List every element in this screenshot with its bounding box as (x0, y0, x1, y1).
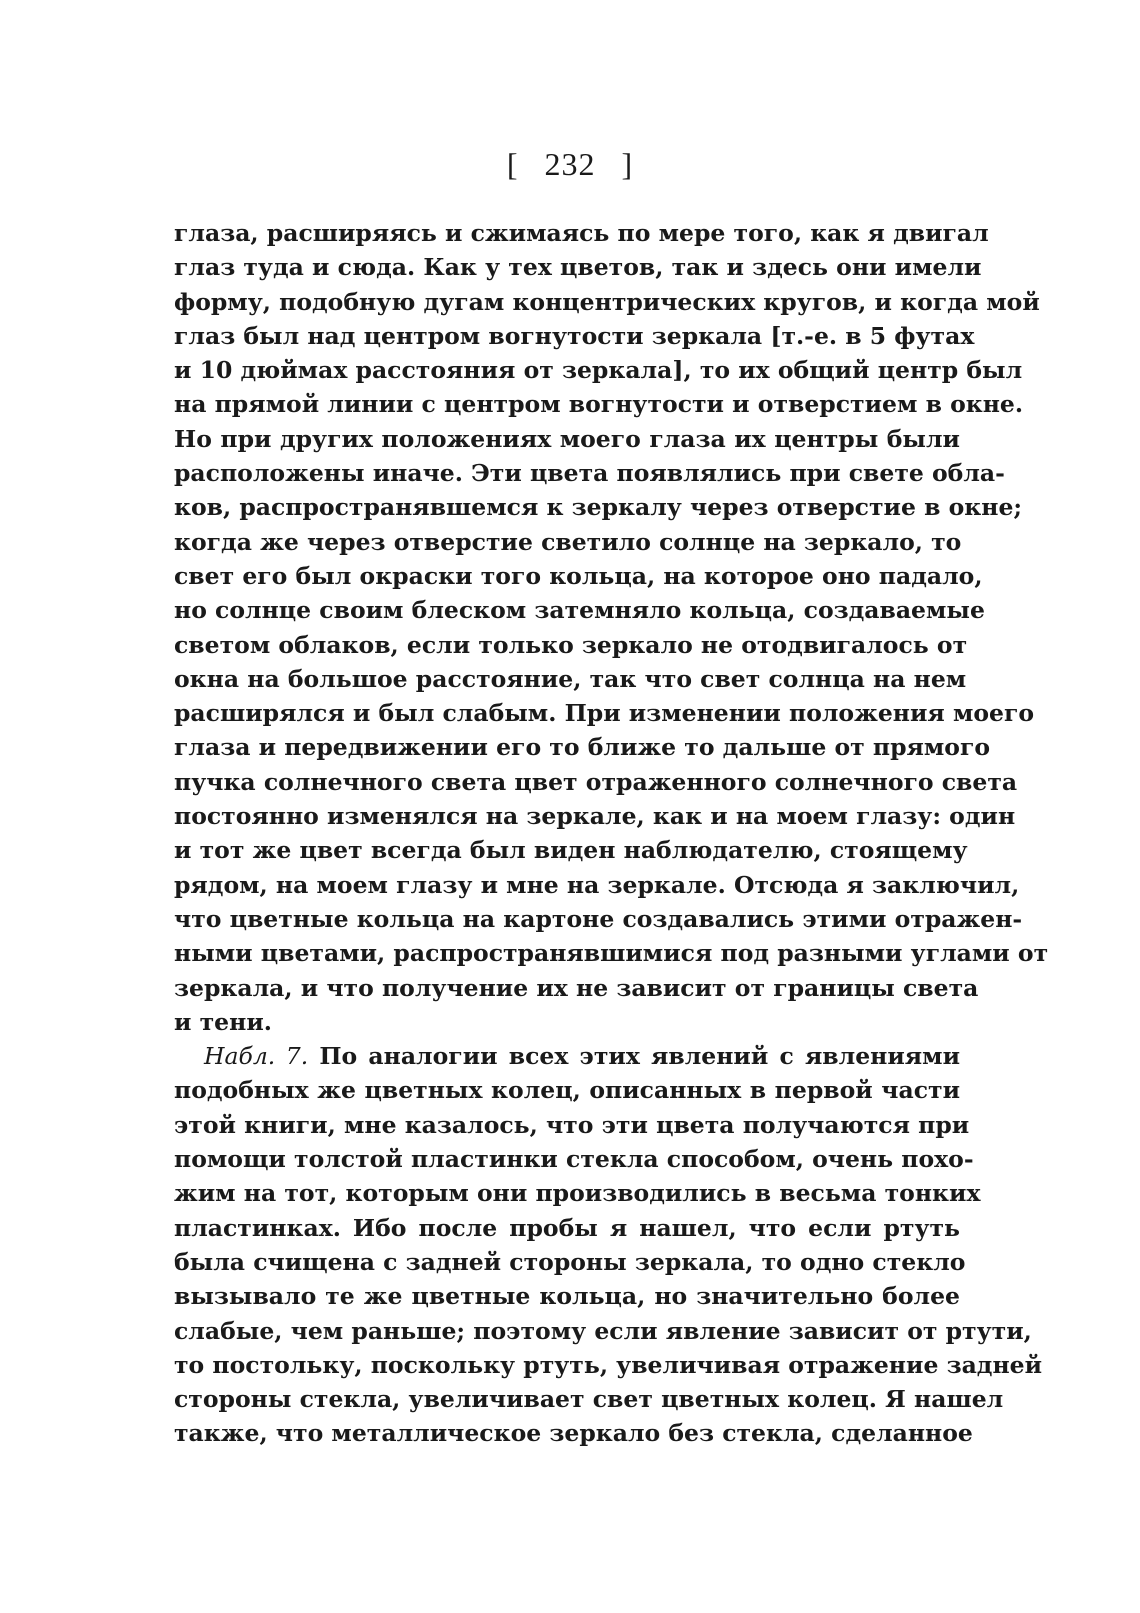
text-line: была счищена с задней стороны зеркала, то одно стекло (174, 1247, 966, 1276)
text-line: форму, подобную дугам концентрических кругов, и когда мой (174, 287, 1040, 316)
text-line: зеркала, и что получение их не зависит от границы света (174, 973, 979, 1002)
page-number-bracket-open: [ (506, 146, 519, 182)
text-line: ков, распространявшемся к зеркалу через отверстие в окне; (174, 493, 1023, 522)
text-line: рядом, на моем глазу и мне на зеркале. Отсюда я заключил, (174, 870, 1020, 899)
text-line: и тени. (174, 1007, 272, 1036)
text-line: глаза, расширяясь и сжимаясь по мере того, как я двигал (174, 219, 989, 247)
observation-first-line: По аналогии всех этих явлений с явлениями (319, 1042, 960, 1071)
text-line: пластинках. Ибо после пробы я нашел, что если ртуть (174, 1213, 960, 1242)
text-line: вызывало те же цветные кольца, но значительно более (174, 1282, 960, 1311)
text-line: стороны стекла, увеличивает свет цветных колец. Я нашел (174, 1385, 1004, 1414)
text-line: слабые, чем раньше; поэтому если явление зависит от ртути, (174, 1316, 1032, 1345)
text-line: и 10 дюймах расстояния от зеркала], то их общий центр был (174, 356, 1023, 385)
observation-label: Набл. 7. (204, 1042, 309, 1071)
text-line: что цветные кольца на картоне создавались этими отражен- (174, 904, 1023, 933)
text-line: глаз был над центром вогнутости зеркала [т.-е. в 5 футах (174, 321, 975, 350)
text-line: глаз туда и сюда. Как у тех цветов, так и здесь они имели (174, 253, 982, 282)
text-line: помощи толстой пластинки стекла способом, очень похо- (174, 1145, 974, 1174)
text-line: но солнце своим блеском затемняло кольца, создаваемые (174, 596, 985, 625)
text-line: расширялся и был слабым. При изменении положения моего (174, 699, 1035, 728)
text-line: постоянно изменялся на зеркале, как и на моем глазу: один (174, 802, 1016, 831)
text-line: глаза и передвижении его то ближе то дальше от прямого (174, 733, 991, 762)
text-line: пучка солнечного света цвет отраженного солнечного света (174, 767, 1018, 796)
text-line: окна на большое расстояние, так что свет солнца на нем (174, 664, 967, 693)
page-number (0, 146, 1140, 183)
text-line: подобных же цветных колец, описанных в первой части (174, 1076, 960, 1105)
page-number-bracket-close: ] (621, 146, 634, 182)
text-line: этой книги, мне казалось, что эти цвета получаются при (174, 1110, 970, 1139)
text-line: когда же через отверстие светило солнце на зеркало, то (174, 527, 962, 556)
text-line: то постольку, поскольку ртуть, увеличивая отражение задней (174, 1350, 1043, 1379)
text-line: ными цветами, распространявшимися под разными углами от (174, 939, 1049, 968)
text-line: светом облаков, если только зеркало не отодвигалось от (174, 630, 968, 659)
page-number-value: 232 (544, 146, 596, 182)
text-line: свет его был окраски того кольца, на которое оно падало, (174, 561, 983, 590)
text-line: также, что металлическое зеркало без стекла, сделанное (174, 1419, 973, 1448)
text-line: расположены иначе. Эти цвета появлялись при свете обла- (174, 459, 1005, 488)
body-text (174, 216, 1049, 1451)
observation-heading-line (174, 1039, 960, 1073)
text-line: на прямой линии с центром вогнутости и отверстием в окне. (174, 390, 1024, 419)
text-line: и тот же цвет всегда был виден наблюдателю, стоящему (174, 836, 968, 865)
text-line: жим на тот, которым они производились в весьма тонких (174, 1179, 981, 1208)
text-line: Но при других положениях моего глаза их центры были (174, 424, 960, 453)
